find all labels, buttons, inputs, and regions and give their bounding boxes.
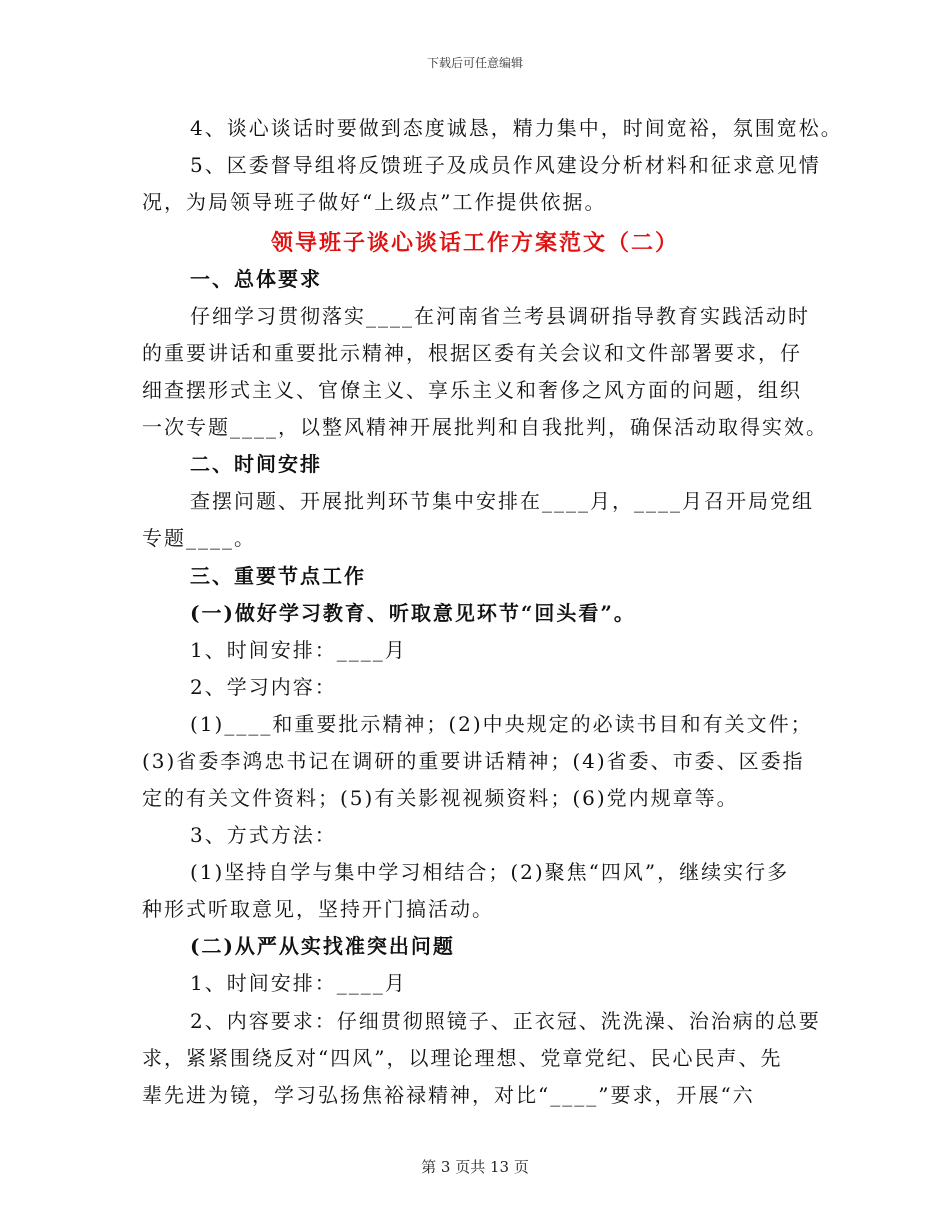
paragraph-line: 4、谈心谈话时要做到态度诚恳，精力集中，时间宽裕，氛围宽松。: [190, 116, 843, 140]
paragraph-line: (1)____和重要批示精神；(2)中央规定的必读书目和有关文件；: [190, 712, 813, 736]
page-number-footer: 第 3 页共 13 页: [421, 1158, 529, 1176]
section-title: 领导班子谈心谈话工作方案范文（二）: [270, 230, 679, 256]
paragraph-line: 5、区委督导组将反馈班子及成员作风建设分析材料和征求意见情: [190, 153, 821, 177]
paragraph-line: 求，紧紧围绕反对“四风”，以理论理想、党章党纪、民心民声、先: [142, 1046, 783, 1070]
paragraph-line: (1)坚持自学与集中学习相结合；(2)聚焦“四风”，继续实行多: [190, 860, 790, 884]
subsection-heading: (二)从严从实找准突出问题: [190, 934, 455, 958]
paragraph-line: 查摆问题、开展批判环节集中安排在____月，____月召开局党组: [190, 489, 814, 513]
paragraph-line: 1、时间安排：____月: [190, 638, 407, 662]
paragraph-line: 一次专题____，以整风精神开展批判和自我批判，确保活动取得实效。: [142, 415, 828, 439]
subsection-heading: (一)做好学习教育、听取意见环节“回头看”。: [190, 601, 636, 625]
paragraph-line: 种形式听取意见，坚持开门搞活动。: [142, 897, 494, 921]
paragraph-line: (3)省委李鸿忠书记在调研的重要讲话精神；(4)省委、市委、区委指: [142, 749, 805, 773]
paragraph-line: 仔细学习贯彻落实____在河南省兰考县调研指导教育实践活动时: [190, 304, 810, 328]
paragraph-line: 3、方式方法：: [190, 823, 337, 847]
paragraph-line: 2、学习内容：: [190, 675, 337, 699]
section-heading: 一、总体要求: [190, 267, 322, 291]
page-header-note: 下载后可任意编辑: [426, 56, 523, 70]
paragraph-line: 况，为局领导班子做好“上级点”工作提供依据。: [142, 190, 607, 214]
paragraph-line: 专题____。: [142, 526, 256, 550]
paragraph-line: 的重要讲话和重要批示精神，根据区委有关会议和文件部署要求，仔: [142, 341, 802, 365]
section-heading: 三、重要节点工作: [190, 564, 366, 588]
paragraph-line: 细查摆形式主义、官僚主义、享乐主义和奢侈之风方面的问题，组织: [142, 378, 802, 402]
paragraph-line: 2、内容要求：仔细贯彻照镜子、正衣冠、洗洗澡、治治病的总要: [190, 1009, 821, 1033]
paragraph-line: 辈先进为镜，学习弘扬焦裕禄精神，对比“____”要求，开展“六: [142, 1083, 755, 1107]
paragraph-line: 1、时间安排：____月: [190, 971, 407, 995]
section-heading: 二、时间安排: [190, 452, 322, 476]
paragraph-line: 定的有关文件资料；(5)有关影视视频资料；(6)党内规章等。: [142, 786, 739, 810]
